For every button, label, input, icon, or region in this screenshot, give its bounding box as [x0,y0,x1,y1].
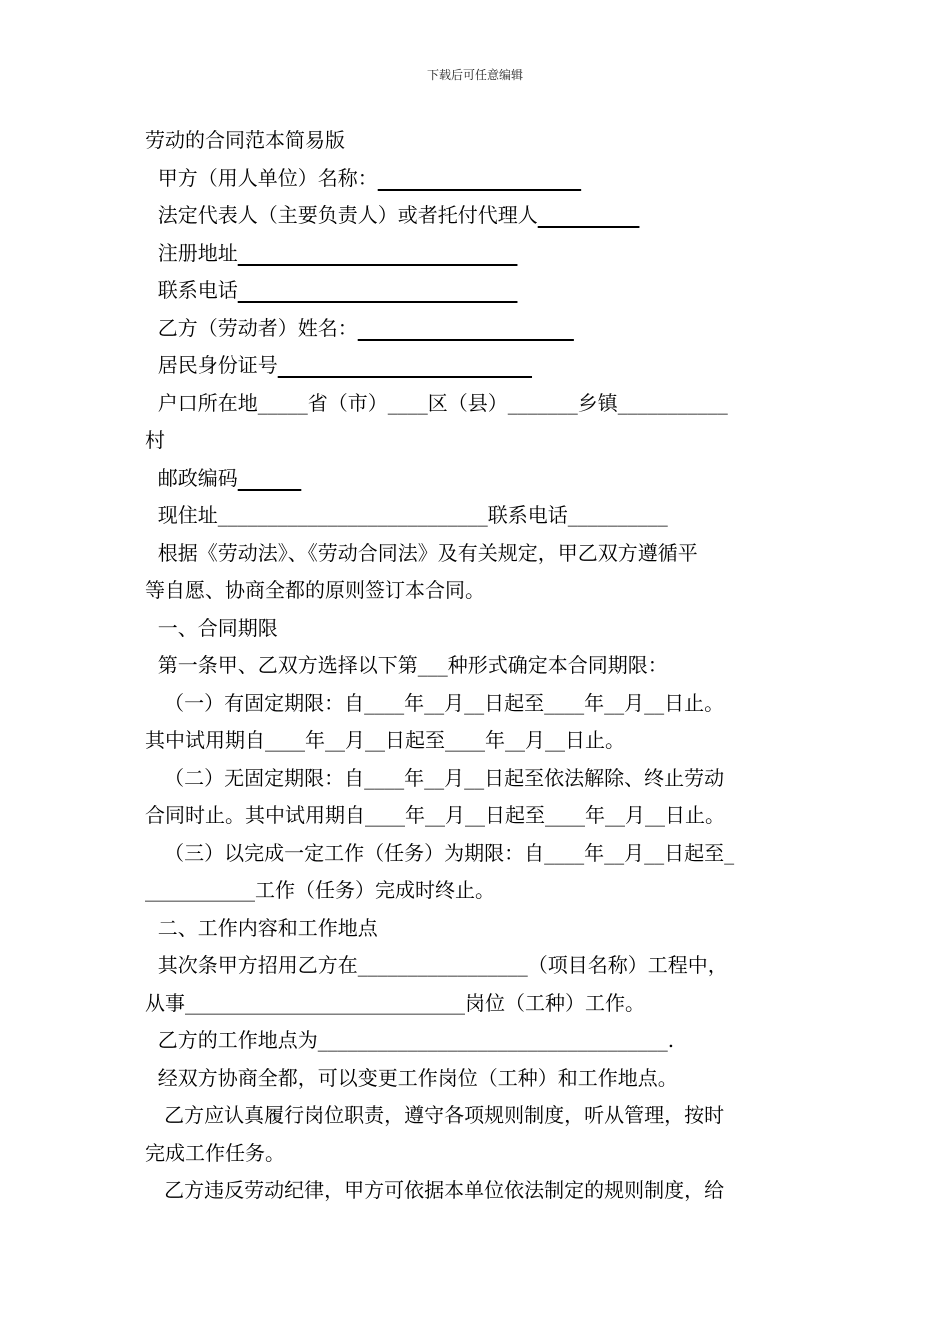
fill-in-blank [238,278,518,302]
line-text: 日起至 [484,690,545,715]
line-text: 种形式确定本合同期限： [447,653,668,677]
fill-in-blank: __ [424,690,445,715]
fill-in-blank: ____ [544,840,585,865]
line-text: 现住址 [145,503,218,527]
line-text: 年 [404,690,425,715]
document-line [145,685,810,723]
fill-in-blank [278,353,532,377]
fill-in-blank: ___ [417,653,448,677]
document-line [145,872,810,910]
fill-in-blank: ___________________________________ [317,1028,668,1052]
document-line [145,835,810,873]
document-line [145,722,810,760]
line-text: （三）以完成一定工作（任务）为期限：自 [145,840,545,865]
line-text: 日起至 [485,803,545,827]
fill-in-blank: __ [605,803,625,827]
document-line [145,647,810,685]
fill-in-blank: __ [604,840,625,865]
line-text: 年 [584,690,605,715]
line-text: 乙方（劳动者）姓名： [145,315,358,340]
fill-in-blank: ____ [545,803,585,827]
line-text: （二）无固定期限：自 [145,765,365,790]
document-line [145,460,810,498]
fill-in-blank [358,316,574,340]
document-line [145,985,810,1023]
line-text: 乡镇 [577,390,618,415]
document-line [145,122,810,160]
fill-in-blank: __ [545,728,565,752]
fill-in-blank: __ [424,765,445,790]
fill-in-blank: __ [464,690,485,715]
line-text: 根据《劳动法》、《劳动合同法》及有关规定，甲乙双方遵循平 [145,540,698,565]
fill-in-blank: __ [645,803,665,827]
line-text: 年 [584,840,605,865]
line-text: 法定代表人（主要负责人）或者托付代理人 [145,203,538,227]
line-text: 居民身份证号 [145,353,278,377]
fill-in-blank: __ [365,728,385,752]
line-text: 甲方（用人单位）名称： [145,165,378,190]
fill-in-blank [238,241,518,265]
line-text: 注册地址 [145,240,238,265]
document-line [145,1022,810,1060]
line-text: 邮政编码 [145,465,238,490]
fill-in-blank [238,466,302,490]
document-line [145,1060,810,1098]
line-text: （一）有固定期限：自 [145,690,365,715]
document-line [145,760,810,798]
document-line [145,572,810,610]
document-line [145,197,810,235]
fill-in-blank: __ [425,803,445,827]
document-line [145,347,810,385]
document-line [145,310,810,348]
line-text: 日起至 [664,840,725,865]
document-line [145,610,810,648]
fill-in-blank: ____ [544,690,585,715]
line-text: 月 [525,728,545,752]
line-text: 区（县） [427,390,508,415]
line-text: 月 [624,840,645,865]
line-text: 月 [625,803,645,827]
fill-in-blank [538,203,640,227]
line-text: . [667,1028,675,1052]
line-text: 月 [624,690,645,715]
line-text: 乙方的工作地点为 [145,1028,318,1052]
line-text: 二、工作内容和工作地点 [145,915,378,940]
document-line [145,797,810,835]
document-line [145,910,810,948]
line-text: 联系电话 [487,503,568,527]
line-text: 省（市） [307,390,388,415]
line-text: 月 [445,803,465,827]
line-text: 工作（任务）完成时终止。 [255,878,495,902]
line-text: 其次条甲方招用乙方在 [145,953,358,977]
line-text: 乙方违反劳动纪律，甲方可依据本单位依法制定的规则制度，给 [145,1178,725,1202]
line-text: 日起至 [385,728,445,752]
fill-in-blank: __ [644,840,665,865]
fill-in-blank: ____ [364,690,405,715]
line-text: 年 [404,765,425,790]
fill-in-blank: _______ [507,390,578,415]
fill-in-blank: ___________________________ [217,503,488,527]
line-text: 完成工作任务。 [145,1140,285,1165]
line-text: 从事 [145,990,185,1015]
line-text: 岗位（工种）工作。 [465,990,645,1015]
fill-in-blank: ____ [365,803,405,827]
line-text: 村 [145,428,165,452]
fill-in-blank: __ [604,690,625,715]
fill-in-blank: ____ [364,765,405,790]
document-line [145,422,810,460]
fill-in-blank: _____ [257,390,308,415]
line-text: 乙方应认真履行岗位职责，遵守各项规则制度，听从管理，按时 [145,1103,725,1127]
line-text: 日起至依法解除、终止劳动 [484,765,725,790]
fill-in-blank: _________________ [357,953,528,977]
line-text: 合同时止。其中试用期自 [145,803,365,827]
fill-in-blank: ___________ [145,878,255,902]
line-text: 劳动的合同范本简易版 [145,128,345,152]
document-line [145,1135,810,1173]
fill-in-blank: __ [644,690,665,715]
fill-in-blank: ___________ [617,390,728,415]
line-text: 等自愿、协商全都的原则签订本合同。 [145,578,485,602]
fill-in-blank: ____________________________ [185,990,465,1015]
fill-in-blank [378,166,581,190]
document-line [145,1097,810,1135]
line-text: 月 [444,765,465,790]
line-text: 日止。 [664,690,725,715]
fill-in-blank: ____ [387,390,428,415]
fill-in-blank: __ [505,728,525,752]
document-line [145,497,810,535]
document-line [145,160,810,198]
line-text: 年 [485,728,505,752]
page-header: 下载后可任意编辑 [426,68,523,82]
line-text: 月 [345,728,365,752]
document-line [145,1172,810,1210]
line-text: 年 [305,728,325,752]
fill-in-blank: ____ [265,728,305,752]
line-text: 其中试用期自 [145,728,265,752]
document-line [145,535,810,573]
line-text: 日止。 [565,728,625,752]
line-text: （项目名称）工程中， [527,953,728,977]
line-text: 经双方协商全都，可以变更工作岗位（工种）和工作地点。 [145,1065,678,1090]
line-text: 一、合同期限 [145,615,278,640]
fill-in-blank: _ [724,840,735,865]
fill-in-blank: ____ [445,728,485,752]
document-line [145,947,810,985]
fill-in-blank: __________ [567,503,668,527]
fill-in-blank: __ [325,728,345,752]
line-text: 日止。 [665,803,725,827]
line-text: 年 [585,803,605,827]
line-text: 户口所在地 [145,390,258,415]
line-text: 第一条甲、乙双方选择以下第 [145,653,418,677]
line-text: 联系电话 [145,278,238,302]
fill-in-blank: __ [464,765,485,790]
line-text: 月 [444,690,465,715]
document-line [145,385,810,423]
document-line [145,272,810,310]
contract-body [145,122,810,1210]
line-text: 年 [405,803,425,827]
document-line [145,235,810,273]
fill-in-blank: __ [465,803,485,827]
